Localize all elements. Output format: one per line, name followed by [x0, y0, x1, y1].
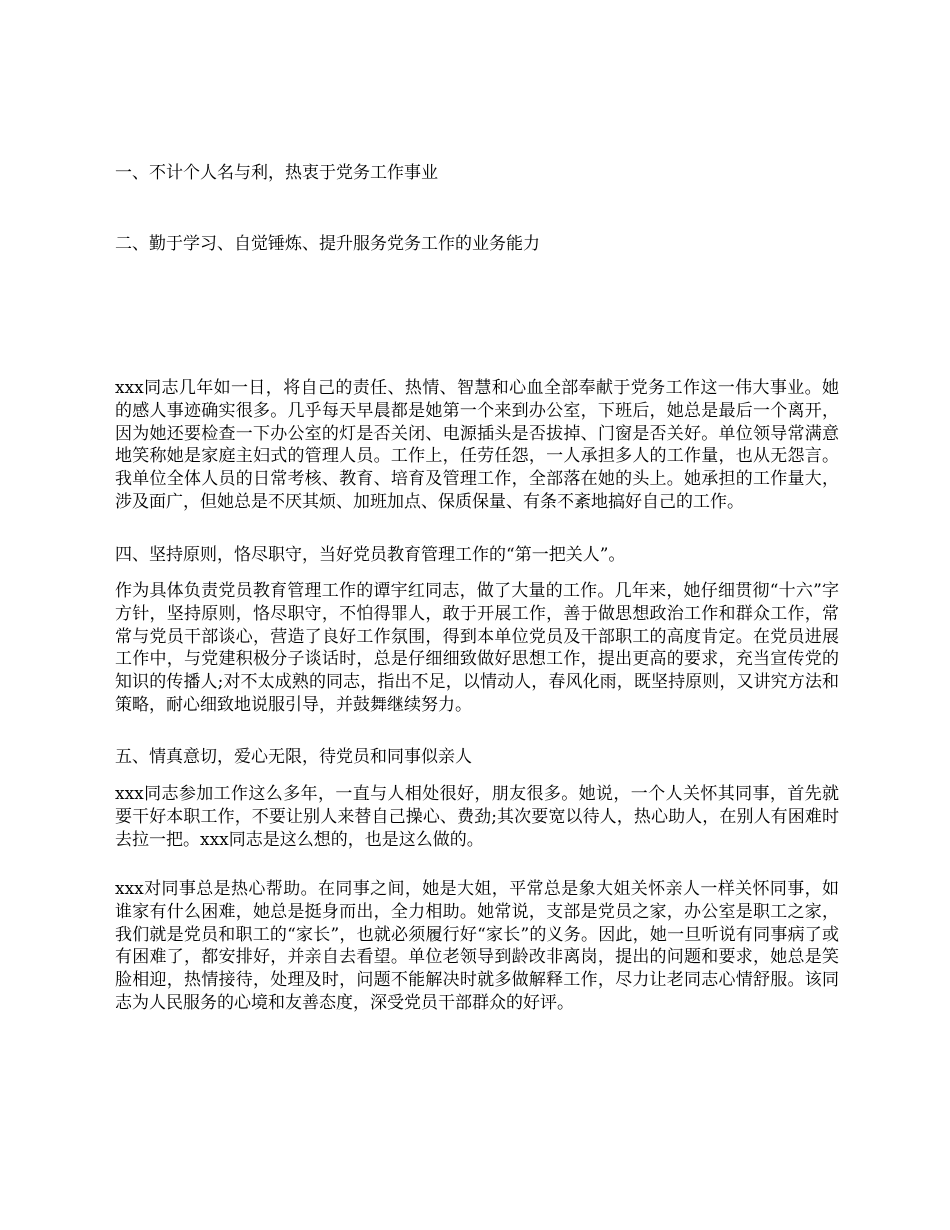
paragraph-helping-others: xxx对同事总是热心帮助。在同事之间，她是大姐，平常总是象大姐关怀亲人一样关怀同事，如谁家有什么困难，她总是挺身而出，全力相助。她常说，支部是党员之家，办公室是职工之家，我们就是党员和职工的“家长”，也就必须履行好“家长”的义务。因此，她一旦听说有同事病了或有困难了，都安排好，并亲自去看望。单位老领导到龄改非离岗，提出的问题和要求，她总是笑脸相迎，热情接待，处理及时，问题不能解决时就多做解释工作，尽力让老同志心情舒服。该同志为人民服务的心境和友善态度，深受党员干部群众的好评。 [115, 879, 839, 1013]
section-heading-2: 二、勤于学习、自觉锤炼、提升服务党务工作的业务能力 [115, 234, 540, 254]
section-heading-5: 五、情真意切，爱心无限，待党员和同事似亲人 [115, 747, 472, 767]
paragraph-colleagues: xxx同志参加工作这么多年，一直与人相处很好，朋友很多。她说，一个人关怀其同事，首先就要干好本职工作，不要让别人来替自己操心、费劲;其次要宽以待人，热心助人，在别人有困难时去拉一把。xxx同志是这么想的，也是这么做的。 [115, 784, 839, 850]
section-heading-1: 一、不计个人名与利，热衷于党务工作事业 [115, 163, 438, 183]
paragraph-dedication: xxx同志几年如一日，将自己的责任、热情、智慧和心血全部奉献于党务工作这一伟大事业。她的感人事迹确实很多。几乎每天早晨都是她第一个来到办公室，下班后，她总是最后一个离开，因为她还要检查一下办公室的灯是否关闭、电源插头是否拔掉、门窗是否关好。单位领导常满意地笑称她是家庭主妇式的管理人员。工作上，任劳任怨，一人承担多人的工作量，也从无怨言。我单位全体人员的日常考核、教育、培育及管理工作，全部落在她的头上。她承担的工作量大，涉及面广，但她总是不厌其烦、加班加点、保质保量、有条不紊地搞好自己的工作。 [115, 378, 839, 512]
section-heading-4: 四、坚持原则，恪尽职守，当好党员教育管理工作的“第一把关人”。 [115, 545, 626, 565]
paragraph-education-management: 作为具体负责党员教育管理工作的谭宇红同志，做了大量的工作。几年来，她仔细贯彻“十六”字方针，坚持原则，恪尽职守，不怕得罪人，敢于开展工作，善于做思想政治工作和群众工作，常常与党员干部谈心，营造了良好工作氛围，得到本单位党员及干部职工的高度肯定。在党员进展工作中，与党建积极分子谈话时，总是仔细细致做好思想工作，提出更高的要求，充当宣传党的知识的传播人;对不太成熟的同志，指出不足，以情动人，春风化雨，既坚持原则，又讲究方法和策略，耐心细致地说服引导，并鼓舞继续努力。 [115, 581, 839, 715]
